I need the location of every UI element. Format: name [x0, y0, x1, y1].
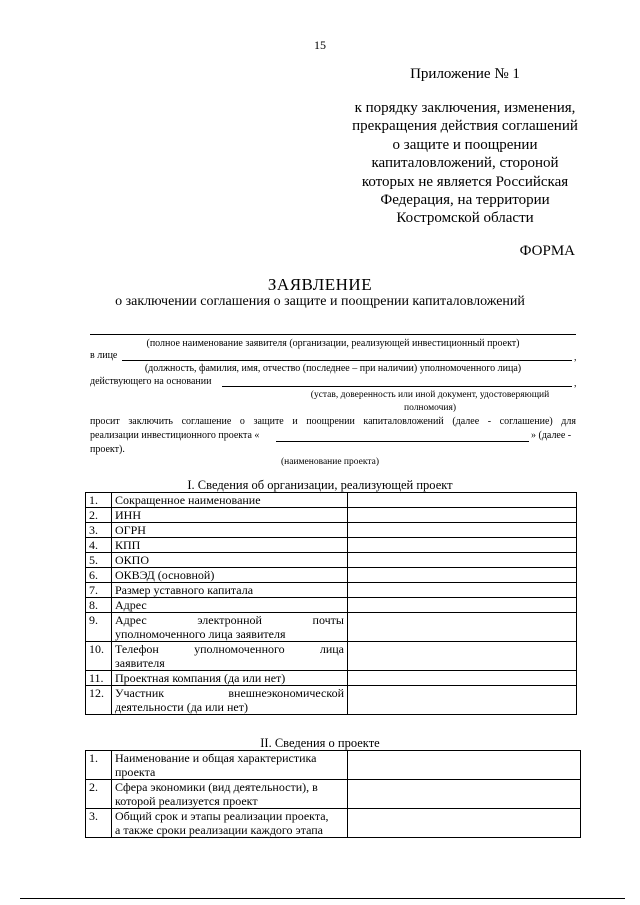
row-label-line: Участник внешнеэкономической [115, 686, 344, 700]
project-table [85, 750, 581, 838]
applicant-caption: (полное наименование заявителя (организации, реализующей инвестиционный проект) [146, 338, 520, 349]
table-row [86, 538, 577, 553]
order-line: о защите и поощрении [392, 136, 538, 153]
table-row [86, 780, 581, 809]
table-row [86, 671, 577, 686]
order-line: к порядку заключения, изменения, [354, 100, 576, 116]
row-label-line: Общий срок и этапы реализации проекта, [115, 809, 329, 823]
row-value[interactable] [348, 809, 581, 838]
row-label [112, 686, 348, 715]
table-row [86, 568, 577, 583]
row-label-line: которой реализуется проект [115, 794, 258, 808]
order-line: капиталовложений, стороной [371, 155, 559, 172]
appendix-label: Приложение № 1 [410, 66, 520, 82]
row-label [112, 780, 348, 809]
table-row [86, 523, 577, 538]
row-label: ОГРН [112, 523, 348, 538]
section1-title: I. Сведения об организации, реализующей проект [187, 478, 453, 492]
table-row [86, 493, 577, 508]
row-number: 3. [86, 809, 112, 838]
row-number: 6. [86, 568, 112, 583]
row-label: ОКВЭД (основной) [112, 568, 348, 583]
row-label: КПП [112, 538, 348, 553]
row-value[interactable] [348, 642, 577, 671]
request-line-3: проект). [90, 444, 125, 455]
document-title: ЗАЯВЛЕНИЕ [267, 275, 373, 294]
row-label: Проектная компания (да или нет) [112, 671, 348, 686]
row-number: 10. [86, 642, 112, 671]
order-line: Федерация, на территории [380, 192, 550, 209]
row-value[interactable] [348, 613, 577, 642]
order-line: прекращения действия соглашений [352, 118, 578, 135]
request-line-2a: реализации инвестиционного проекта « [90, 430, 260, 441]
project-name-line[interactable] [276, 441, 529, 442]
row-value[interactable] [348, 568, 577, 583]
row-number: 2. [86, 780, 112, 809]
row-value[interactable] [348, 508, 577, 523]
row-label-line: проекта [115, 765, 156, 779]
row-value[interactable] [348, 523, 577, 538]
row-number: 7. [86, 583, 112, 598]
row-label-line: а также сроки реализации каждого этапа [115, 823, 324, 837]
row-label [112, 613, 348, 642]
table-row [86, 613, 577, 642]
row-value[interactable] [348, 671, 577, 686]
basis-line[interactable] [222, 386, 572, 387]
document-subtitle: о заключении соглашения о защите и поощрении капиталовложений [115, 294, 525, 309]
row-label: Размер уставного капитала [112, 583, 348, 598]
table-row [86, 583, 577, 598]
row-number: 11. [86, 671, 112, 686]
row-value[interactable] [348, 538, 577, 553]
row-number: 4. [86, 538, 112, 553]
row-number: 1. [86, 493, 112, 508]
row-value[interactable] [348, 780, 581, 809]
row-value[interactable] [348, 751, 581, 780]
row-number: 9. [86, 613, 112, 642]
page-number: 15 [314, 38, 326, 52]
row-label-line: Сфера экономики (вид деятельности), в [115, 780, 318, 794]
row-label [112, 751, 348, 780]
row-label: Адрес [112, 598, 348, 613]
request-line-1: просит заключить соглашение о защите и поощрении капиталовложений (далее - соглашение) для [90, 416, 576, 427]
applicant-name-line[interactable] [90, 334, 576, 335]
row-label-line: уполномоченного лица заявителя [115, 627, 286, 641]
row-number: 3. [86, 523, 112, 538]
row-value[interactable] [348, 583, 577, 598]
project-caption: (наименование проекта) [280, 457, 379, 467]
row-number: 1. [86, 751, 112, 780]
organization-table [85, 492, 577, 715]
row-value[interactable] [348, 553, 577, 568]
person-prefix: в лице [90, 350, 118, 361]
row-number: 12. [86, 686, 112, 715]
row-label-line: Телефон уполномоченного лица [115, 642, 344, 656]
table-row [86, 642, 577, 671]
page-bottom-rule [20, 898, 625, 899]
comma: , [574, 378, 577, 389]
row-label-line: Адрес электронной почты [115, 613, 344, 627]
order-reference [340, 99, 590, 228]
row-label: ОКПО [112, 553, 348, 568]
row-number: 5. [86, 553, 112, 568]
row-value[interactable] [348, 686, 577, 715]
row-label: ИНН [112, 508, 348, 523]
table-row [86, 553, 577, 568]
comma: , [574, 352, 577, 363]
table-row [86, 751, 581, 780]
order-line: Костромской области [396, 210, 534, 227]
row-value[interactable] [348, 598, 577, 613]
basis-prefix: действующего на основании [90, 376, 212, 387]
table-row [86, 508, 577, 523]
row-label [112, 809, 348, 838]
person-line[interactable] [122, 360, 572, 361]
order-line: которых не является Российская [361, 173, 569, 190]
table-row [86, 598, 577, 613]
row-value[interactable] [348, 493, 577, 508]
table-row [86, 686, 577, 715]
row-label: Сокращенное наименование [112, 493, 348, 508]
request-line-2b: » (далее - [531, 430, 572, 441]
basis-caption-2: полномочия) [403, 403, 456, 413]
row-number: 2. [86, 508, 112, 523]
basis-caption-1: (устав, доверенность или иной документ, удостоверяющий [310, 390, 550, 400]
row-label-line: деятельности (да или нет) [115, 700, 248, 714]
section2-title: II. Сведения о проекте [260, 736, 380, 750]
row-label-line: Наименование и общая характеристика [115, 751, 317, 765]
person-caption: (должность, фамилия, имя, отчество (последнее – при наличии) уполномоченного лица) [144, 363, 522, 374]
row-label-line: заявителя [115, 656, 165, 670]
table-row [86, 809, 581, 838]
row-label [112, 642, 348, 671]
form-label: ФОРМА [519, 243, 575, 259]
row-number: 8. [86, 598, 112, 613]
